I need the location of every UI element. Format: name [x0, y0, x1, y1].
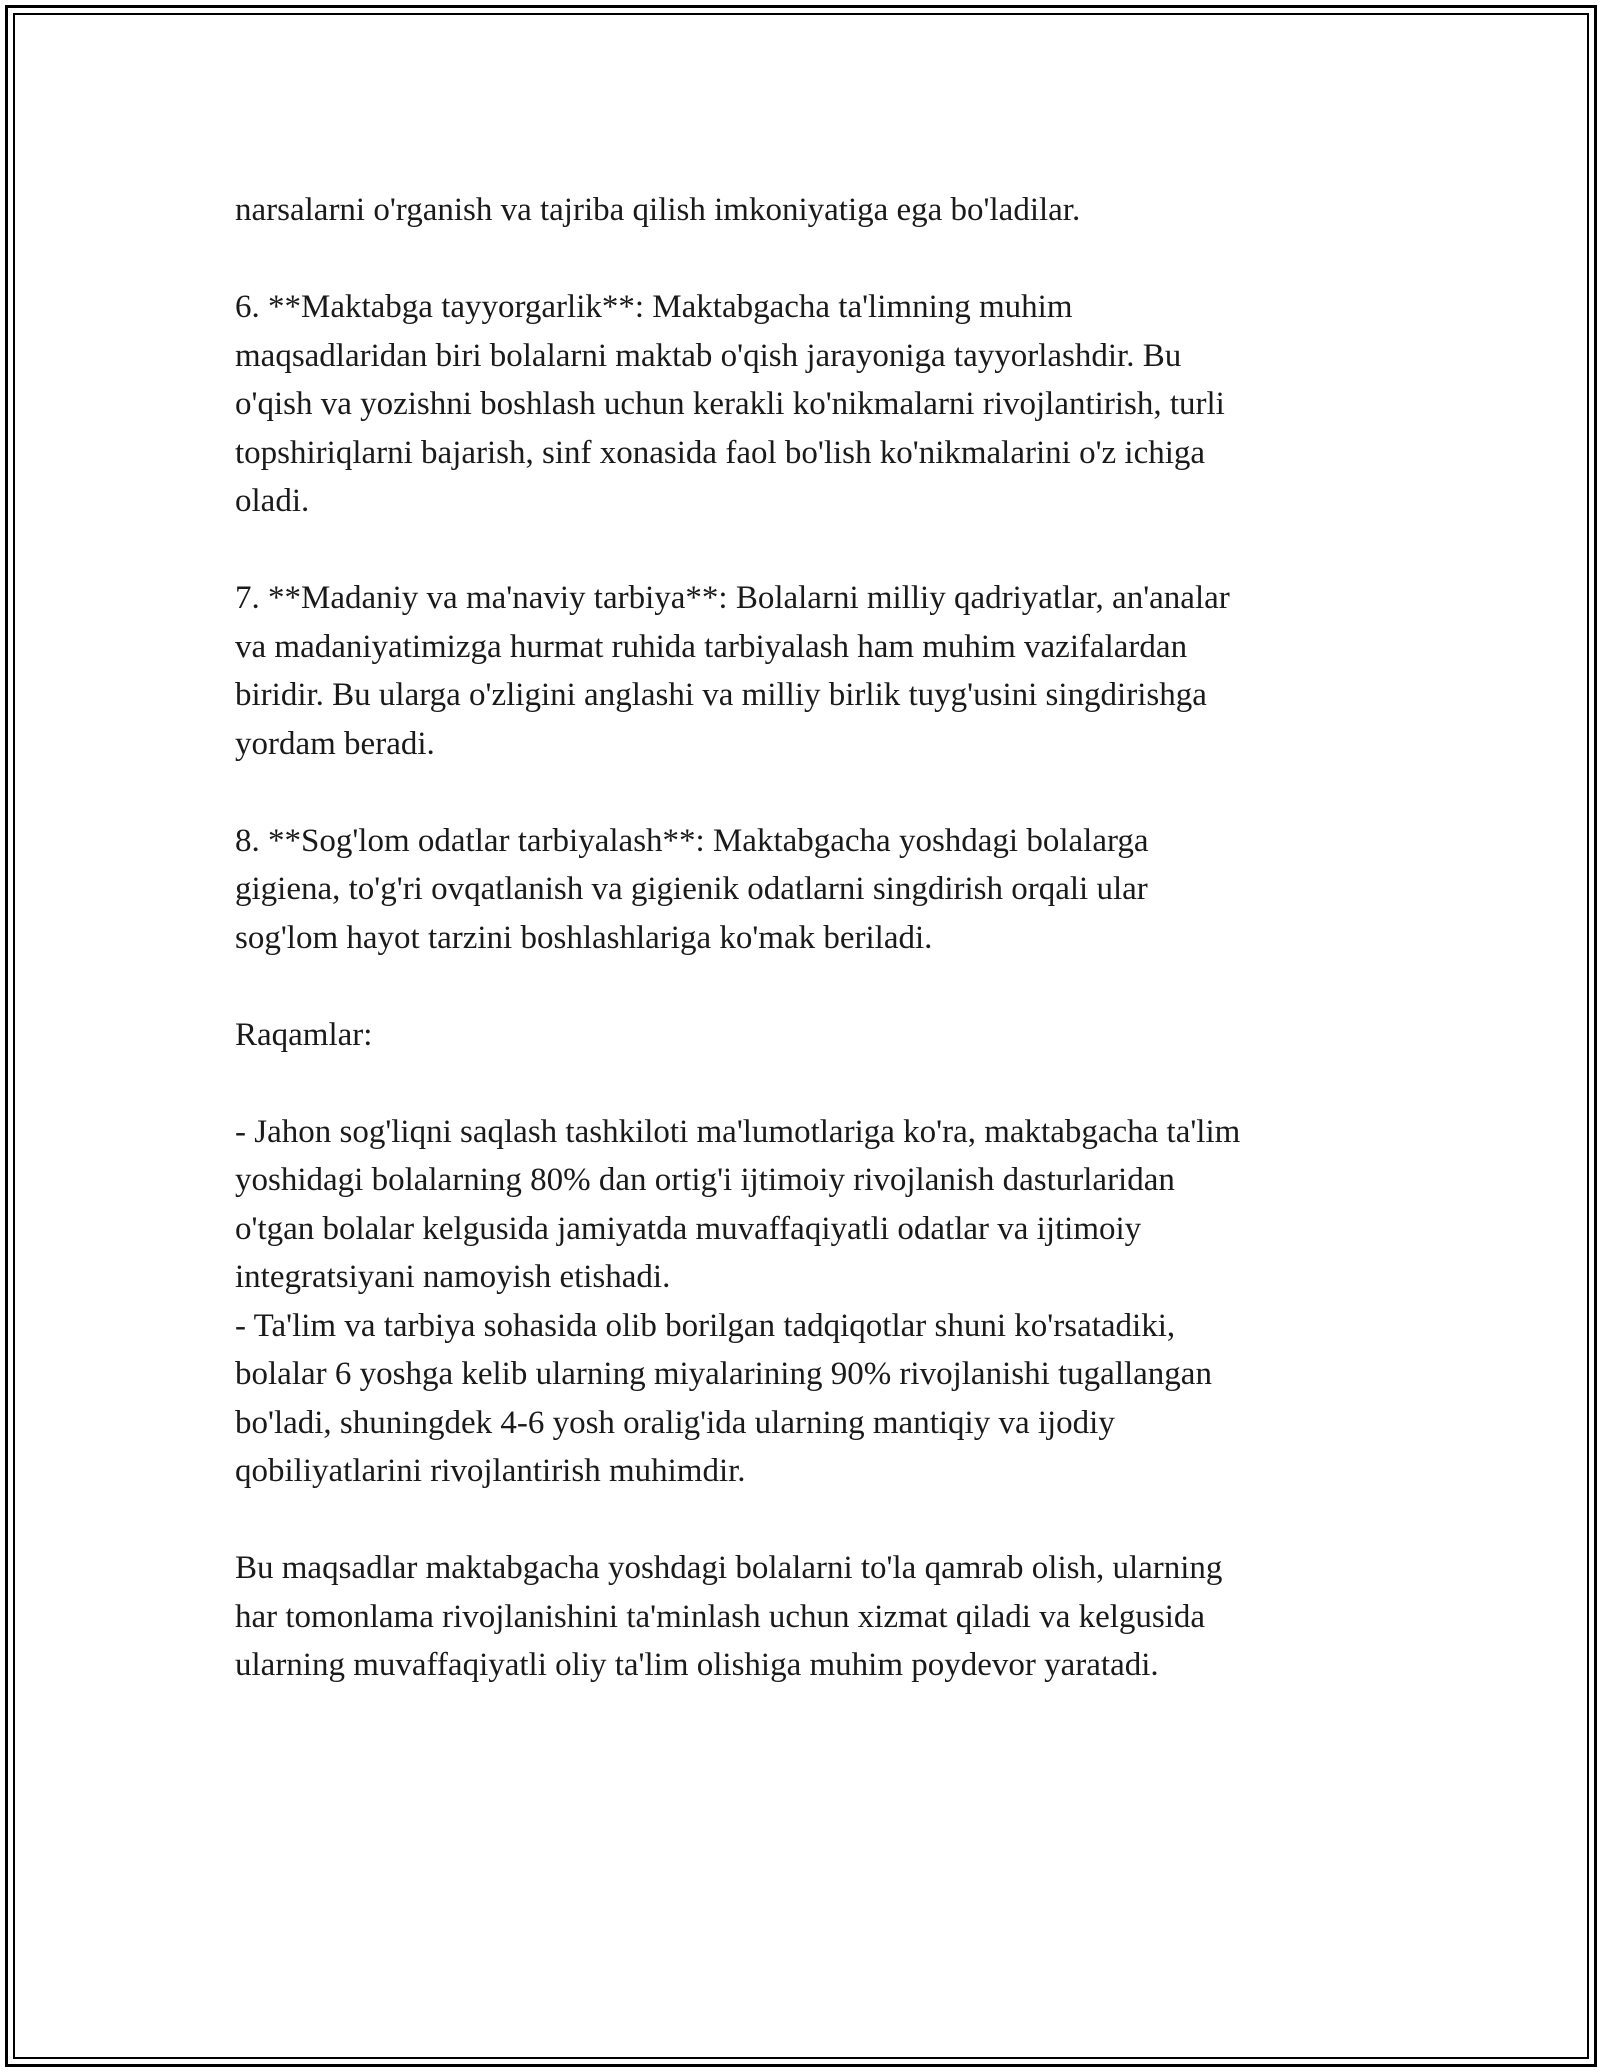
text-line: Bu maqsadlar maktabgacha yoshdagi bolalarni to'la qamrab olish, ularning: [235, 1550, 1223, 1586]
paragraph-conclusion: [235, 1544, 1375, 1690]
text-line: har tomonlama rivojlanishini ta'minlash uchun xizmat qiladi va kelgusida: [235, 1598, 1206, 1635]
paragraph-gap: [235, 962, 1375, 1011]
text-line: sog'lom hayot tarzini boshlashlariga ko'mak beriladi.: [235, 919, 933, 956]
document-body: [235, 186, 1375, 1690]
text-line: va madaniyatimizga hurmat ruhida tarbiyalash ham muhim vazifalardan: [235, 628, 1188, 665]
paragraph-gap: [235, 768, 1375, 817]
text-line: Raqamlar:: [235, 1016, 373, 1053]
text-line: 8. **Sog'lom odatlar tarbiyalash**: Maktabgacha yoshdagi bolalarga: [235, 822, 1149, 859]
text-line: gigiena, to'g'ri ovqatlanish va gigienik odatlarni singdirish orqali ular: [235, 871, 1148, 907]
paragraph-item-7: [235, 574, 1375, 768]
text-line: oladi.: [235, 483, 310, 519]
paragraph-gap: [235, 1059, 1375, 1108]
list-item-line: bo'ladi, shuningdek 4-6 yosh oralig'ida ularning mantiqiy va ijodiy: [235, 1404, 1115, 1441]
list-item-line: qobiliyatlarini rivojlantirish muhimdir.: [235, 1453, 746, 1489]
numbers-list: [235, 1108, 1375, 1496]
paragraph-gap: [235, 1496, 1375, 1545]
text-line: 7. **Madaniy va ma'naviy tarbiya**: Bolalarni milliy qadriyatlar, an'analar: [235, 580, 1230, 616]
text-line: yordam beradi.: [235, 725, 435, 762]
paragraph-item-8: [235, 817, 1375, 963]
list-item-line: bolalar 6 yoshga kelib ularning miyalarining 90% rivojlanishi tugallangan: [235, 1356, 1212, 1392]
text-line: narsalarni o'rganish va tajriba qilish imkoniyatiga ega bo'ladilar.: [235, 192, 1081, 228]
text-line: 6. **Maktabga tayyorgarlik**: Maktabgacha ta'limning muhim: [235, 289, 1073, 325]
list-item-line: - Ta'lim va tarbiya sohasida olib borilgan tadqiqotlar shuni ko'rsatadiki,: [235, 1307, 1176, 1344]
list-item-line: - Jahon sog'liqni saqlash tashkiloti ma'lumotlariga ko'ra, maktabgacha ta'lim: [235, 1113, 1241, 1150]
text-line: ularning muvaffaqiyatli oliy ta'lim olishiga muhim poydevor yaratadi.: [235, 1647, 1159, 1683]
numbers-heading: [235, 1011, 1375, 1060]
text-line: biridir. Bu ularga o'zligini anglashi va milliy birlik tuyg'usini singdirishga: [235, 677, 1207, 713]
paragraph-intro-continuation: [235, 186, 1375, 235]
list-item-line: integratsiyani namoyish etishadi.: [235, 1259, 671, 1295]
text-line: o'qish va yozishni boshlash uchun kerakli ko'nikmalarni rivojlantirish, turli: [235, 386, 1225, 422]
text-line: topshiriqlarni bajarish, sinf xonasida faol bo'lish ko'nikmalarini o'z ichiga: [235, 434, 1206, 471]
paragraph-gap: [235, 526, 1375, 575]
text-line: maqsadlaridan biri bolalarni maktab o'qish jarayoniga tayyorlashdir. Bu: [235, 337, 1182, 374]
list-item-line: o'tgan bolalar kelgusida jamiyatda muvaffaqiyatli odatlar va ijtimoiy: [235, 1210, 1142, 1247]
list-item-line: yoshidagi bolalarning 80% dan ortig'i ijtimoiy rivojlanish dasturlaridan: [235, 1162, 1175, 1198]
paragraph-gap: [235, 235, 1375, 284]
paragraph-item-6: [235, 283, 1375, 526]
